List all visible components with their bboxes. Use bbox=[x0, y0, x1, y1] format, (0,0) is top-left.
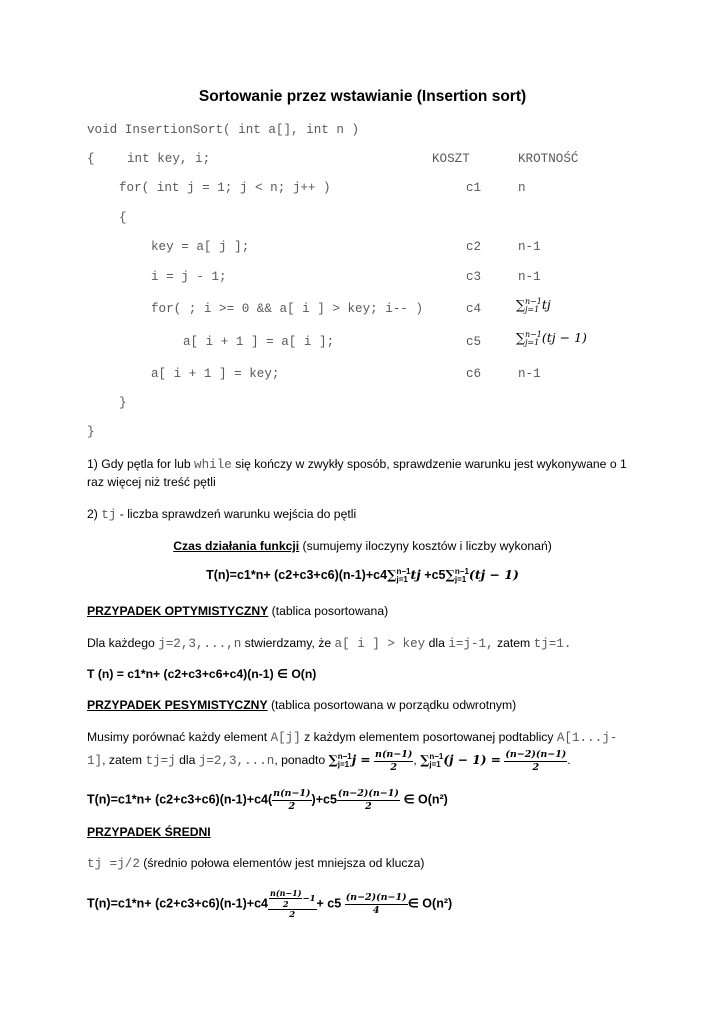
code-inner-close-brace: } bbox=[119, 396, 127, 410]
column-header-count: KROTNOŚĆ bbox=[518, 152, 579, 166]
cost-c1: c1 bbox=[466, 181, 482, 195]
note-2: 2) tj - liczba sprawdzeń warunku wejścia do pętli bbox=[87, 507, 357, 522]
count-sum-tj-minus-1: ∑ n−1 j=1 (tj − 1) bbox=[516, 329, 587, 347]
worst-case-line-1: Musimy porównać każdy element A[j] z każdym elementem posortowanej podtablicy A[1...j- bbox=[87, 730, 618, 745]
cost-c3: c3 bbox=[466, 270, 482, 284]
runtime-heading: Czas działania funkcji (sumujemy iloczyny kosztów i liczby wykonań) bbox=[173, 539, 552, 553]
count-n-minus-1: n-1 bbox=[518, 240, 541, 254]
code-inner-for: for( ; i >= 0 && a[ i ] > key; i-- ) bbox=[151, 302, 424, 316]
note-1: 1) Gdy pętla for lub while się kończy w zwykły sposób, sprawdzenie warunku jest wykonywane o 1 bbox=[87, 457, 627, 472]
runtime-formula: T(n)=c1*n+ (c2+c3+c6)(n-1)+c4∑ n−1 j=1 tj +c5∑ n−1 j=1 (tj − 1) bbox=[206, 566, 519, 584]
code-declaration: int key, i; bbox=[127, 152, 211, 166]
cost-c2: c2 bbox=[466, 240, 482, 254]
cost-c6: c6 bbox=[466, 367, 482, 381]
code-inner-open-brace: { bbox=[119, 211, 127, 225]
cost-c5: c5 bbox=[466, 335, 482, 349]
worst-case-heading: PRZYPADEK PESYMISTYCZNY (tablica posortowana w porządku odwrotnym) bbox=[87, 698, 517, 712]
code-close-brace: } bbox=[87, 425, 95, 439]
code-line-shift: a[ i + 1 ] = a[ i ]; bbox=[183, 335, 335, 349]
count-n-minus-1: n-1 bbox=[518, 367, 541, 381]
code-line-key: key = a[ j ]; bbox=[151, 240, 250, 254]
count-sum-tj: ∑ n−1 j=1 tj bbox=[516, 296, 551, 314]
code-line-i: i = j - 1; bbox=[151, 270, 227, 284]
best-case-formula: T (n) = c1*n+ (c2+c3+c6+c4)(n-1) ∈ O(n) bbox=[87, 667, 317, 681]
sum-limits: n−1 j=1 bbox=[524, 296, 542, 314]
count-n: n bbox=[518, 181, 526, 195]
page-title: Sortowanie przez wstawianie (Insertion sort) bbox=[198, 88, 527, 105]
worst-case-line-2: 1], zatem tj=j dla j=2,3,...n, ponadto ∑ n−1 j=1 j = $\frac{n(n-1)}{2}$ , ∑ n−1 j=1 (j − 1) = $\frac{(n-2)(n-1)}{2}$ . bbox=[87, 749, 571, 773]
best-case-description: Dla każdego j=2,3,...,n stwierdzamy, że a[ i ] > key dla i=j-1, zatem tj=1. bbox=[87, 636, 572, 651]
column-header-cost: KOSZT bbox=[432, 152, 470, 166]
worst-case-formula: T(n)=c1*n+ (c2+c3+c6)(n-1)+c4( $\frac{n(n-1)}{2}$ )+c5 $\frac{(n-2)(n-1)}{2}$ ∈ O(n²) bbox=[87, 788, 448, 812]
sum-limits: n−1 j=1 bbox=[524, 329, 542, 347]
sum-symbol: ∑ bbox=[516, 297, 525, 312]
average-case-heading: PRZYPADEK ŚREDNI bbox=[87, 825, 211, 839]
average-case-formula: T(n)=c1*n+ (c2+c3+c6)(n-1)+c4 $\frac{n(n-1)}{2}$ −1 2 + c5 $\frac{(n-2)(n-1)}{4}$ ∈ O(n²) bbox=[87, 888, 453, 920]
best-case-heading: PRZYPADEK OPTYMISTYCZNY (tablica posortowana) bbox=[87, 604, 389, 618]
code-open-brace: { bbox=[87, 152, 95, 166]
note-1-line-2: raz więcej niż treść pętli bbox=[87, 475, 216, 489]
sum-symbol: ∑ bbox=[516, 330, 525, 345]
code-line-insert: a[ i + 1 ] = key; bbox=[151, 367, 280, 381]
cost-c4: c4 bbox=[466, 302, 482, 316]
code-outer-for: for( int j = 1; j < n; j++ ) bbox=[119, 181, 331, 195]
count-n-minus-1: n-1 bbox=[518, 270, 541, 284]
code-signature: void InsertionSort( int a[], int n ) bbox=[87, 123, 360, 137]
average-case-description: tj =j/2 (średnio połowa elementów jest mniejsza od klucza) bbox=[87, 856, 425, 871]
